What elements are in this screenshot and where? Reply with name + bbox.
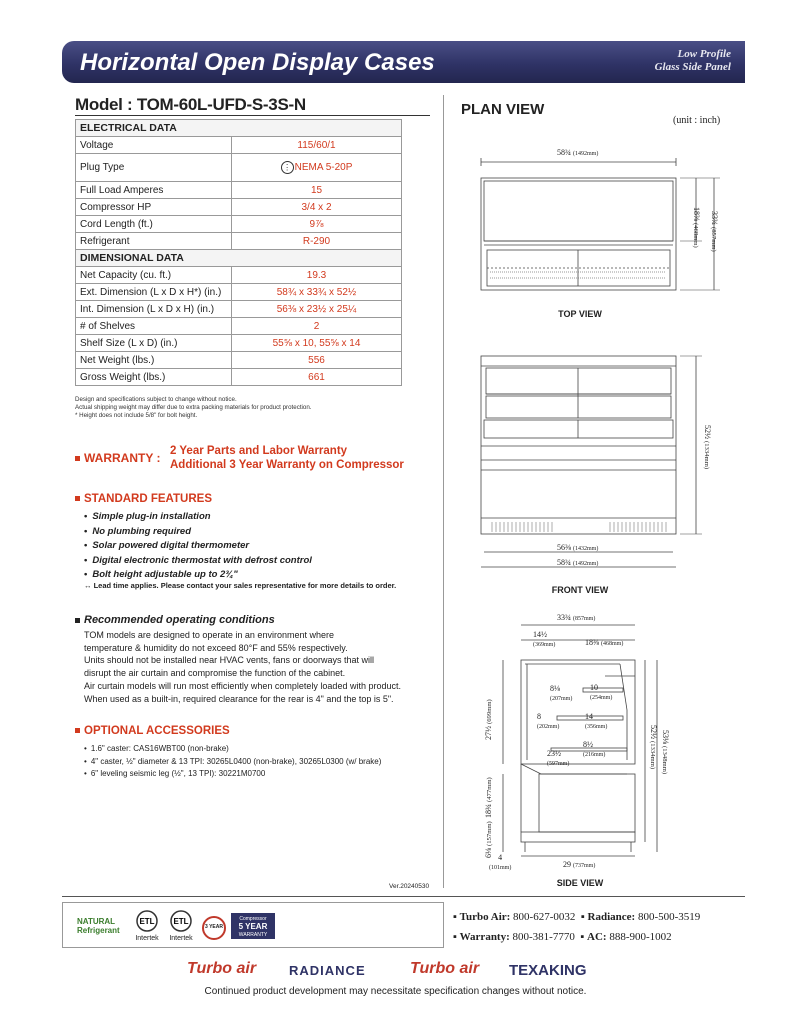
column-divider xyxy=(443,95,444,888)
front-view-label: FRONT VIEW xyxy=(551,585,609,595)
contact-phone: 888-900-1002 xyxy=(609,931,672,943)
contact-row xyxy=(453,907,743,927)
dim-value: 18⅜ xyxy=(585,638,599,647)
model-title: Model : TOM-60L-UFD-S-3S-N xyxy=(75,95,306,114)
table-row xyxy=(76,369,402,386)
side-upper-height-dim xyxy=(484,699,493,740)
table-row xyxy=(76,154,402,182)
certifications-box xyxy=(62,902,444,948)
contact-label: AC: xyxy=(587,931,607,943)
natural-text: NATURAL xyxy=(77,917,116,926)
row-label: Voltage xyxy=(76,137,232,154)
side-shelf-gap1-dim xyxy=(550,684,572,702)
contact-row xyxy=(453,927,743,947)
side-shelf-14-dim xyxy=(585,712,607,730)
contact-label: Radiance: xyxy=(587,911,636,923)
dim-value: 10 xyxy=(590,683,598,692)
warranty-line: Additional 3 Year Warranty on Compressor xyxy=(170,459,404,471)
row-value: 661 xyxy=(232,369,402,386)
list-item: • Bolt height adjustable up to 2¾" xyxy=(84,568,312,583)
electrical-heading: ELECTRICAL DATA xyxy=(76,120,402,137)
recommended-heading-text: Recommended operating conditions xyxy=(84,614,275,626)
row-value xyxy=(232,154,402,182)
row-value: 556 xyxy=(232,352,402,369)
row-value: 56⅜ x 23½ x 25¼ xyxy=(232,301,402,318)
dim-mm: (1492mm) xyxy=(573,561,599,567)
side-base-height-dim xyxy=(484,777,493,818)
dim-mm: (1348mm) xyxy=(661,746,668,775)
dim-value: 18⅜ xyxy=(692,207,701,221)
dim-value: 8 xyxy=(537,712,541,721)
dim-value: 18¾ xyxy=(484,804,493,818)
top-view-label: TOP VIEW xyxy=(558,309,602,319)
row-label: Compressor HP xyxy=(76,199,232,216)
dim-mm: (1432mm) xyxy=(573,546,599,552)
contact-label: Warranty: xyxy=(459,931,510,943)
etl-icon xyxy=(135,909,159,933)
top-width-dim xyxy=(557,148,598,157)
text-line: Air curtain models will run most efficiently when completely loaded with product. xyxy=(84,680,401,691)
side-shelf-gap3-dim xyxy=(583,740,605,758)
dim-value: 27½ xyxy=(484,726,493,740)
front-view-drawing xyxy=(470,350,730,575)
etl-logo-1 xyxy=(135,909,159,942)
svg-text:ETL: ETL xyxy=(139,917,155,926)
spec-table xyxy=(75,119,402,386)
badge-sub-text: WARRANTY xyxy=(238,932,268,938)
row-label: Net Weight (lbs.) xyxy=(76,352,232,369)
footer-rule xyxy=(62,896,745,897)
dim-value: 29 xyxy=(563,860,571,869)
brand-radiance-logo: RADIANCE xyxy=(289,963,366,978)
row-label: Cord Length (ft.) xyxy=(76,216,232,233)
dim-mm: (1334mm) xyxy=(703,441,710,470)
side-shelf-10-dim xyxy=(590,683,612,701)
fine-print-line: * Height does not include 5/8" for bolt height. xyxy=(75,412,198,419)
recommended-body xyxy=(84,629,434,705)
optional-heading xyxy=(75,725,230,737)
dim-value: 8½ xyxy=(583,740,593,749)
dim-value: 6⅛ xyxy=(484,848,493,858)
warranty-line: 2 Year Parts and Labor Warranty xyxy=(170,445,348,457)
fine-print-line: Actual shipping weight may differ due to extra packing materials for product protection. xyxy=(75,404,312,411)
side-total-height2-dim xyxy=(661,730,670,774)
contact-label: Turbo Air: xyxy=(459,911,511,923)
side-depth-dim xyxy=(557,613,595,622)
dim-mm: (468mm) xyxy=(692,223,699,248)
dim-value: 33¾ xyxy=(557,613,571,622)
row-label: Plug Type xyxy=(76,154,232,182)
row-value: 55⅝ x 10, 55⅝ x 14 xyxy=(232,335,402,352)
side-well-depth-dim xyxy=(547,749,569,767)
dim-value: 52½ xyxy=(703,425,712,439)
natural-refrigerant-logo xyxy=(77,917,120,935)
version: Ver.20240530 xyxy=(389,883,430,890)
refrigerant-text: Refrigerant xyxy=(77,926,120,935)
dim-mm: (857mm) xyxy=(710,227,717,252)
row-label: Shelf Size (L x D) (in.) xyxy=(76,335,232,352)
standard-features-heading xyxy=(75,493,212,505)
footnote: Continued product development may necessitate specification changes without notice. xyxy=(204,986,587,997)
subtitle-line1: Low Profile xyxy=(677,48,731,60)
contact-phone: 800-381-7770 xyxy=(512,931,575,943)
table-row xyxy=(76,301,402,318)
dim-mm: (468mm) xyxy=(601,641,624,647)
page-title: Horizontal Open Display Cases xyxy=(80,49,435,76)
bullet-icon: ▪ xyxy=(453,911,457,923)
dim-mm: (857mm) xyxy=(573,616,596,622)
row-value: 9⅞ xyxy=(232,216,402,233)
dim-value: 14½ xyxy=(533,630,547,639)
top-view-drawing xyxy=(470,150,730,310)
dim-value: 58¾ xyxy=(557,558,571,567)
brand-turbo-air-logo: Turbo air xyxy=(187,960,257,977)
row-label: Net Capacity (cu. ft.) xyxy=(76,267,232,284)
row-value: 19.3 xyxy=(232,267,402,284)
dim-value: 58¾ xyxy=(557,148,571,157)
fine-print xyxy=(75,396,425,420)
top-depth-dim xyxy=(710,211,719,252)
front-height-dim xyxy=(703,425,712,469)
subtitle-line2: Glass Side Panel xyxy=(654,61,731,73)
dim-mm: (737mm) xyxy=(573,863,596,869)
row-label: Ext. Dimension (L x D x H*) (in.) xyxy=(76,284,232,301)
row-value: 115/60/1 xyxy=(232,137,402,154)
dim-value: 33¾ xyxy=(710,211,719,225)
optional-heading-text: OPTIONAL ACCESSORIES xyxy=(84,725,230,737)
table-row xyxy=(76,137,402,154)
dim-mm: (216mm) xyxy=(583,752,606,758)
years-text: 3 YEAR xyxy=(205,924,223,930)
unit-label: (unit : inch) xyxy=(673,115,721,126)
text-line: TOM models are designed to operate in an environment where xyxy=(84,630,334,640)
dim-mm: (477mm) xyxy=(486,777,493,802)
front-width-dim xyxy=(557,558,598,567)
standard-features-list xyxy=(84,510,312,583)
row-label: # of Shelves xyxy=(76,318,232,335)
etl-logo-2 xyxy=(169,909,193,942)
table-row xyxy=(76,335,402,352)
row-label: Refrigerant xyxy=(76,233,232,250)
dim-mm: (1334mm) xyxy=(649,741,656,770)
row-value: R-290 xyxy=(232,233,402,250)
bullet-icon: ▪ xyxy=(453,931,457,943)
list-item: • Simple plug-in installation xyxy=(84,510,312,525)
dim-value: 52½ xyxy=(649,725,658,739)
list-item: • Solar powered digital thermometer xyxy=(84,539,312,554)
dim-mm: (356mm) xyxy=(585,724,608,730)
side-d14-dim xyxy=(533,630,555,648)
model-rule xyxy=(75,115,430,116)
recommended-heading xyxy=(75,614,275,626)
compressor-warranty-badge xyxy=(231,913,275,939)
bullet-icon: ▪ xyxy=(580,931,585,943)
side-shelf-gap2-dim xyxy=(537,712,559,730)
table-row xyxy=(76,267,402,284)
table-row xyxy=(76,284,402,301)
list-item: • 4" caster, ½" diameter & 13 TPI: 30265L0400 (non-brake), 30265L0300 (w/ brake) xyxy=(84,756,381,769)
table-row xyxy=(76,233,402,250)
optional-list xyxy=(84,743,381,781)
dim-mm: (157mm) xyxy=(486,821,493,846)
table-row xyxy=(76,318,402,335)
text-line: disrupt the air curtain and compromise the function of the cabinet. xyxy=(84,668,346,679)
row-label: Gross Weight (lbs.) xyxy=(76,369,232,386)
list-item: • No plumbing required xyxy=(84,525,312,540)
dim-value: 14 xyxy=(585,712,593,721)
top-depth-inner-dim xyxy=(692,207,701,248)
text-line: When used as a built-in, required clearance for the rear is 4" and the top is 5". xyxy=(84,693,394,704)
badge-top-text: Compressor xyxy=(239,916,267,922)
dim-value: 53⅛ xyxy=(661,730,670,744)
dim-mm: (101mm) xyxy=(489,865,512,871)
row-value: 3/4 x 2 xyxy=(232,199,402,216)
svg-text:ETL: ETL xyxy=(173,917,189,926)
list-item: • 1.6" caster: CAS16WBT00 (non-brake) xyxy=(84,743,381,756)
side-total-height1-dim xyxy=(649,725,658,769)
dim-mm: (254mm) xyxy=(590,695,613,701)
dim-mm: (1492mm) xyxy=(573,151,599,157)
intertek-text: Intertek xyxy=(135,935,159,942)
list-item: • Digital electronic thermostat with defrost control xyxy=(84,554,312,569)
table-row xyxy=(76,199,402,216)
side-toe-dim xyxy=(489,853,511,871)
header-banner xyxy=(62,41,745,83)
etl-sanitation-icon xyxy=(169,909,193,933)
dim-mm: (207mm) xyxy=(550,696,573,702)
list-item: • 6" leveling seismic leg (½", 13 TPI): 30221M0700 xyxy=(84,768,381,781)
brand-texaking-logo: TEXAKING xyxy=(509,962,587,979)
warranty-label xyxy=(75,451,160,465)
dim-value: 23½ xyxy=(547,749,561,758)
row-value: 58¾ x 33¾ x 52½ xyxy=(232,284,402,301)
table-row xyxy=(76,182,402,199)
lead-time-note: ↔ Lead time applies. Please contact your sales representative for more details to order. xyxy=(84,581,397,590)
header-subtitle xyxy=(655,48,731,74)
contact-phone: 800-627-0032 xyxy=(513,911,576,923)
table-row xyxy=(76,216,402,233)
row-label: Int. Dimension (L x D x H) (in.) xyxy=(76,301,232,318)
side-view-label: SIDE VIEW xyxy=(556,878,604,888)
side-view-drawing xyxy=(495,620,665,860)
row-value: 2 xyxy=(232,318,402,335)
fine-print-line: Design and specifications subject to change without notice. xyxy=(75,396,237,403)
side-base-depth-dim xyxy=(563,860,595,869)
dim-mm: (597mm) xyxy=(547,761,570,767)
standard-features-heading-text: STANDARD FEATURES xyxy=(84,493,212,505)
badge-big-text: 5 YEAR xyxy=(238,922,268,931)
row-value: 15 xyxy=(232,182,402,199)
text-line: temperature & humidity do not exceed 80°F and 55% respectively. xyxy=(84,642,348,653)
intertek-text: Intertek xyxy=(169,935,193,942)
dim-value: 56⅜ xyxy=(557,543,571,552)
dim-value: 8⅛ xyxy=(550,684,560,693)
dim-mm: (699mm) xyxy=(486,699,493,724)
years-badge xyxy=(201,915,227,943)
plug-type-value: NEMA 5-20P xyxy=(294,162,353,174)
contact-phone: 800-500-3519 xyxy=(637,911,701,923)
plug-icon: ⋮ xyxy=(281,161,294,174)
dim-mm: (202mm) xyxy=(537,724,560,730)
warranty-text xyxy=(170,444,404,472)
side-d18-dim xyxy=(585,638,623,647)
text-line: Units should not be installed near HVAC vents, fans or doorways that will xyxy=(84,655,374,666)
front-inner-width-dim xyxy=(557,543,598,552)
brand-turbo-air-logo-2: Turbo air xyxy=(410,960,480,977)
plan-view-title: PLAN VIEW xyxy=(461,101,545,118)
dim-value: 4 xyxy=(498,853,503,862)
row-label: Full Load Amperes xyxy=(76,182,232,199)
warranty-label-text: WARRANTY : xyxy=(84,451,161,465)
bullet-icon: ▪ xyxy=(580,911,585,923)
contacts-block xyxy=(453,907,743,947)
dimensional-heading: DIMENSIONAL DATA xyxy=(76,250,402,267)
table-row xyxy=(76,352,402,369)
dim-mm: (369mm) xyxy=(533,642,556,648)
